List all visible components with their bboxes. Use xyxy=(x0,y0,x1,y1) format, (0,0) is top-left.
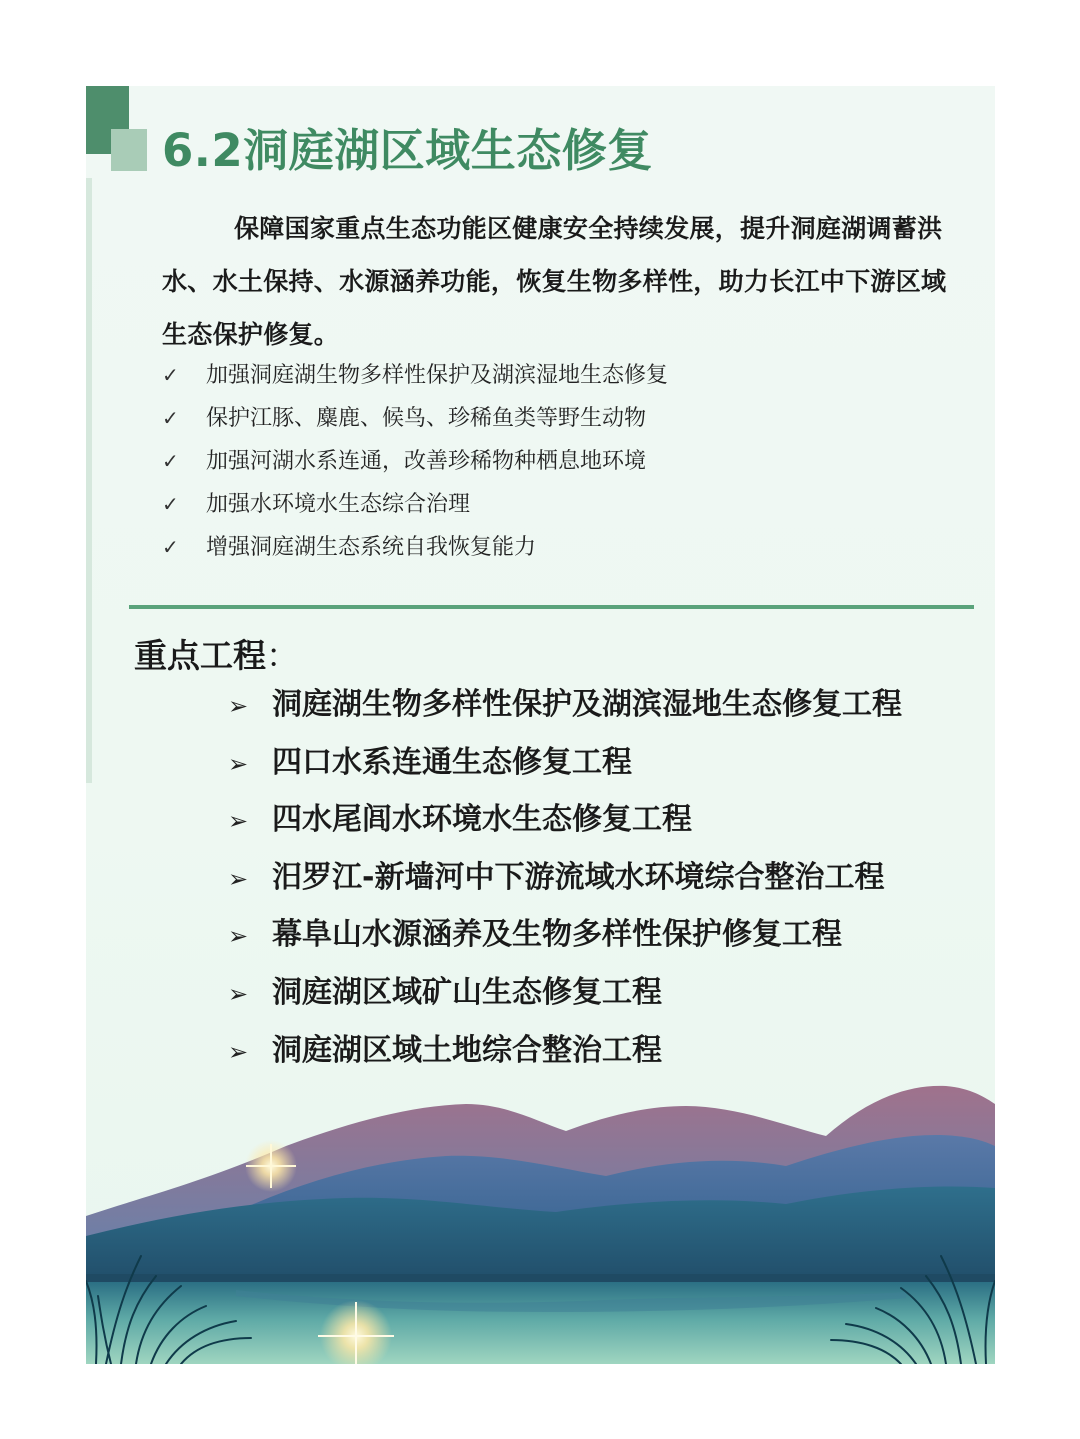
measure-text: 保护江豚、麋鹿、候鸟、珍稀鱼类等野生动物 xyxy=(206,406,647,431)
measure-text: 增强洞庭湖生态系统自我恢复能力 xyxy=(206,535,537,560)
project-text: 洞庭湖区域矿山生态修复工程 xyxy=(272,974,662,1010)
corner-decoration-light xyxy=(111,129,147,171)
arrow-bullet-icon: ➢ xyxy=(228,749,249,778)
mountain-lake-illustration xyxy=(86,1076,995,1364)
arrow-bullet-icon: ➢ xyxy=(228,807,249,836)
project-item xyxy=(228,734,902,792)
section-title: 6.2洞庭湖区域生态修复 xyxy=(162,124,653,177)
measure-item xyxy=(162,397,668,440)
project-text: 洞庭湖区域土地综合整治工程 xyxy=(272,1032,662,1068)
project-text: 汨罗江-新墙河中下游流域水环境综合整治工程 xyxy=(272,859,885,895)
project-item xyxy=(228,849,902,907)
project-text: 幕阜山水源涵养及生物多样性保护修复工程 xyxy=(272,917,842,953)
key-projects-list xyxy=(228,676,902,1079)
check-icon: ✓ xyxy=(162,449,179,473)
measure-item xyxy=(162,354,668,397)
heading-colon: ： xyxy=(266,636,299,675)
project-item xyxy=(228,676,902,734)
project-item xyxy=(228,906,902,964)
project-text: 洞庭湖生物多样性保护及湖滨湿地生态修复工程 xyxy=(272,687,902,722)
intro-paragraph: 保障国家重点生态功能区健康安全持续发展，提升洞庭湖调蓄洪水、水土保持、水源涵养功能，恢复生物多样性，助力长江中下游区域生态保护修复。 xyxy=(162,214,947,349)
arrow-bullet-icon: ➢ xyxy=(228,979,249,1008)
key-projects-heading-text: 重点工程 xyxy=(134,636,266,675)
check-icon: ✓ xyxy=(162,535,179,559)
document-page xyxy=(86,86,995,1364)
arrow-bullet-icon: ➢ xyxy=(228,1037,249,1066)
section-divider xyxy=(129,605,974,609)
check-icon: ✓ xyxy=(162,406,179,430)
project-text: 四水尾闾水环境水生态修复工程 xyxy=(272,802,692,838)
arrow-bullet-icon: ➢ xyxy=(228,692,249,720)
project-item xyxy=(228,964,902,1022)
key-projects-heading xyxy=(134,630,299,677)
arrow-bullet-icon: ➢ xyxy=(228,864,249,893)
check-icon: ✓ xyxy=(162,363,179,387)
sun-glare-icon xyxy=(245,1140,297,1192)
project-item xyxy=(228,791,902,849)
project-text: 四口水系连通生态修复工程 xyxy=(272,744,632,780)
measure-item xyxy=(162,526,668,569)
measure-item xyxy=(162,440,668,483)
measure-text: 加强洞庭湖生物多样性保护及湖滨湿地生态修复 xyxy=(206,363,669,388)
measure-item xyxy=(162,483,668,526)
measures-list xyxy=(162,354,668,569)
project-item xyxy=(228,1022,902,1080)
measure-text: 加强水环境水生态综合治理 xyxy=(206,492,471,517)
side-decoration-bar xyxy=(86,178,92,783)
arrow-bullet-icon: ➢ xyxy=(228,922,249,951)
measure-text: 加强河湖水系连通，改善珍稀物种栖息地环境 xyxy=(206,449,647,474)
check-icon: ✓ xyxy=(162,492,179,516)
